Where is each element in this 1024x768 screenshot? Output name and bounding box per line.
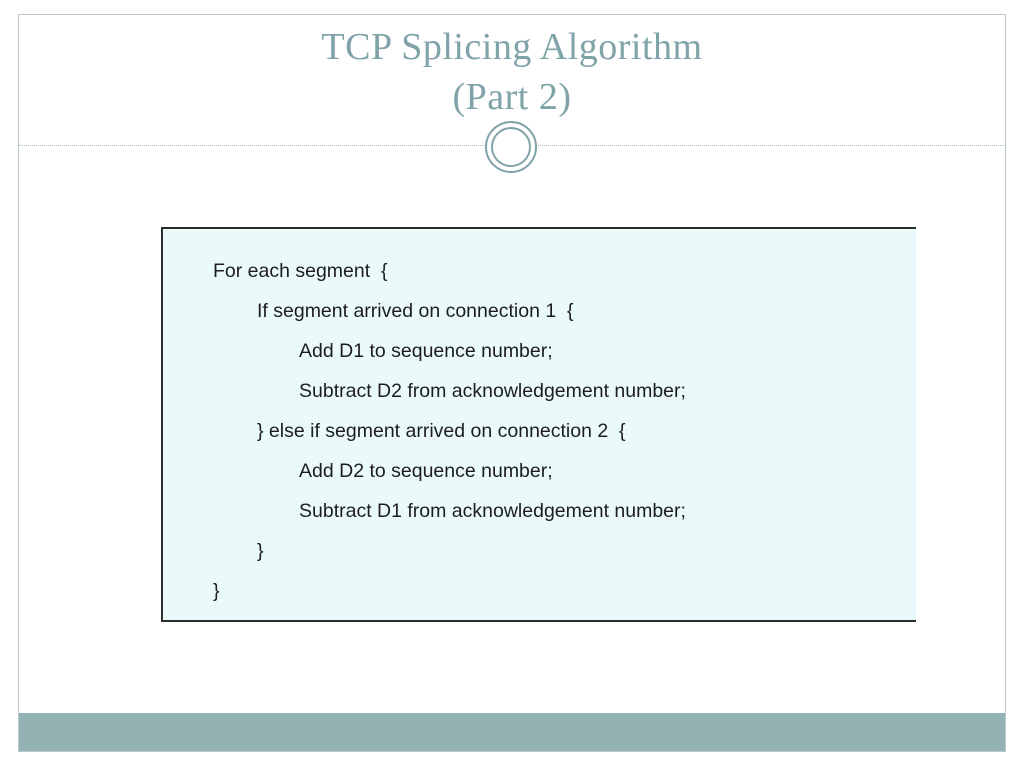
title-line-1: TCP Splicing Algorithm: [321, 26, 703, 68]
code-line: } else if segment arrived on connection 2 {: [257, 420, 626, 442]
title-line-2: (Part 2): [452, 76, 572, 118]
code-line: Subtract D1 from acknowledgement number;: [299, 500, 686, 522]
code-line: For each segment {: [213, 260, 388, 282]
code-line: }: [257, 540, 264, 562]
page-title: [0, 22, 1024, 122]
code-line: }: [213, 580, 220, 602]
decorative-circle-inner-icon: [491, 127, 531, 167]
code-line: Add D1 to sequence number;: [299, 340, 553, 362]
pseudocode-box: [161, 227, 916, 622]
code-line: If segment arrived on connection 1 {: [257, 300, 574, 322]
code-line: Subtract D2 from acknowledgement number;: [299, 380, 686, 402]
footer-accent-bar: [19, 713, 1005, 751]
code-line: Add D2 to sequence number;: [299, 460, 553, 482]
